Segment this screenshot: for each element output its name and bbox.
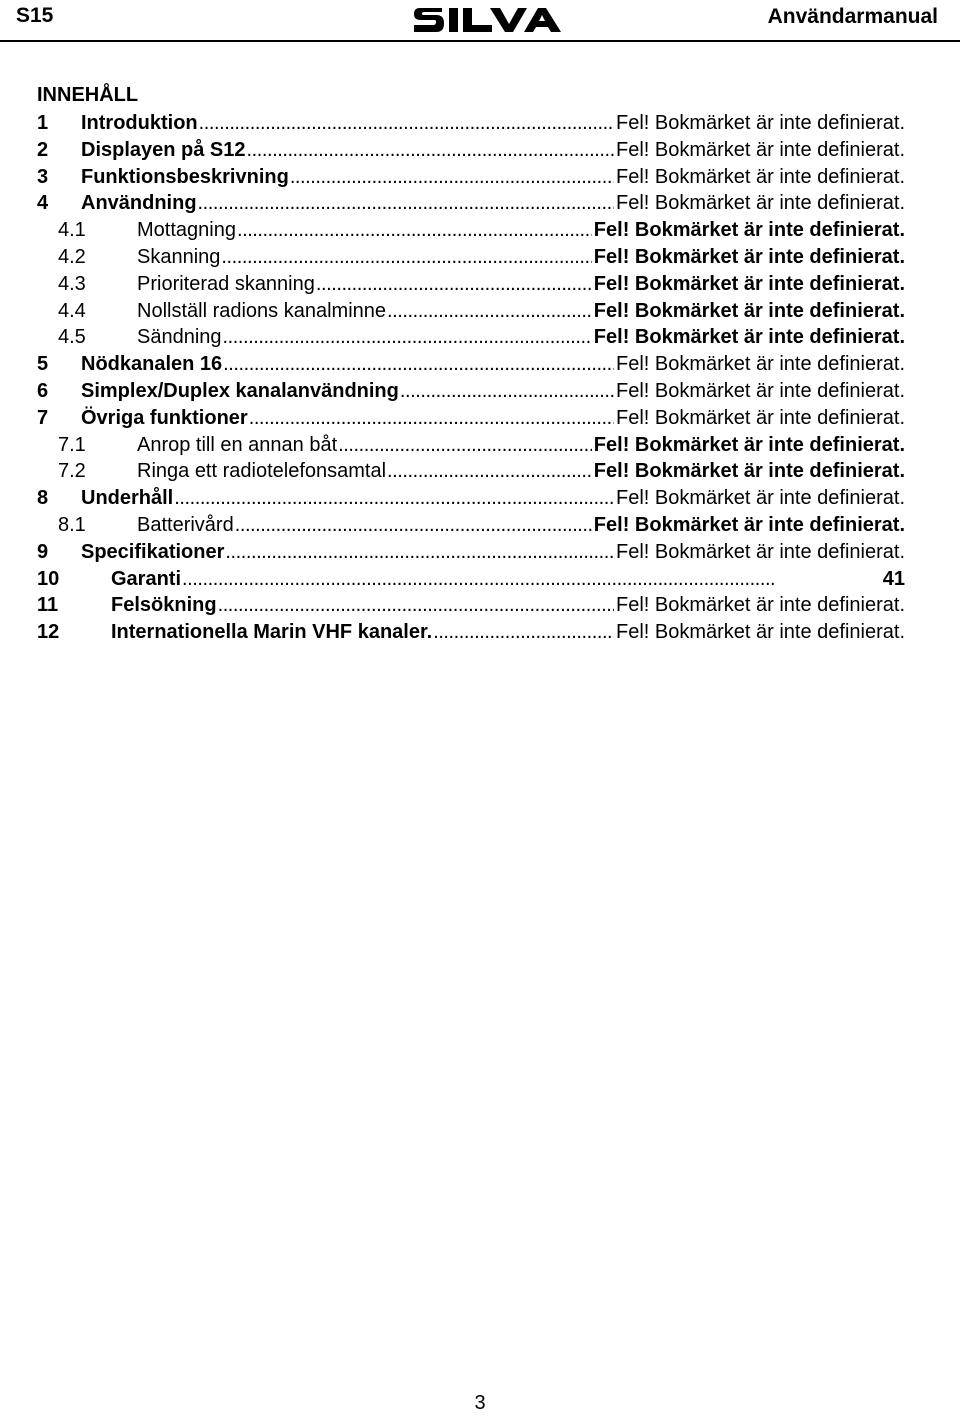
toc-entry[interactable] xyxy=(37,110,905,137)
toc-entry-line xyxy=(81,405,905,432)
toc-entry-page: 41 xyxy=(881,566,905,593)
toc-entry-line xyxy=(111,592,905,619)
toc-entry-page: Fel! Bokmärket är inte definierat. xyxy=(614,485,905,512)
toc-entry-page: Fel! Bokmärket är inte definierat. xyxy=(592,432,905,459)
header-rule xyxy=(0,40,960,42)
toc-entry-line xyxy=(81,351,905,378)
toc-entry[interactable] xyxy=(37,405,905,432)
toc-entry[interactable] xyxy=(37,512,905,539)
toc-entry-title: Introduktion xyxy=(81,110,199,137)
page-header xyxy=(0,0,960,40)
toc-entry-line xyxy=(81,378,905,405)
toc-entry-title: Nödkanalen 16 xyxy=(81,351,223,378)
toc-entry-title: Anrop till en annan båt xyxy=(137,432,338,459)
toc-entry-title: Övriga funktioner xyxy=(81,405,249,432)
toc-entry[interactable] xyxy=(37,164,905,191)
toc-entry-number: 4.4 xyxy=(58,299,86,322)
toc-entry[interactable] xyxy=(37,190,905,217)
toc-entry-line xyxy=(81,539,905,566)
toc-entry-title: Sändning xyxy=(137,324,223,351)
toc-entry-page: Fel! Bokmärket är inte definierat. xyxy=(592,458,905,485)
toc-entry[interactable] xyxy=(37,539,905,566)
toc-entry-page: Fel! Bokmärket är inte definierat. xyxy=(614,405,905,432)
toc-entry[interactable] xyxy=(37,298,905,325)
toc-entry-number: 11 xyxy=(37,594,59,617)
toc-entry-title: Funktionsbeskrivning xyxy=(81,164,290,191)
toc-entry-line xyxy=(111,566,905,593)
toc-entry-title: Ringa ett radiotelefonsamtal xyxy=(137,458,387,485)
toc-entry-page: Fel! Bokmärket är inte definierat. xyxy=(614,378,905,405)
toc-entry-line xyxy=(81,190,905,217)
toc-entry[interactable] xyxy=(37,271,905,298)
page-number: 3 xyxy=(474,1392,486,1414)
table-of-contents xyxy=(37,110,905,646)
toc-entry-page: Fel! Bokmärket är inte definierat. xyxy=(614,164,905,191)
toc-entry[interactable] xyxy=(37,619,905,646)
toc-entry-number: 3 xyxy=(37,165,49,188)
toc-entry-line xyxy=(137,432,905,459)
toc-entry-number: 8 xyxy=(37,487,49,510)
toc-entry-line xyxy=(81,137,905,164)
model-name: S15 xyxy=(16,4,54,27)
toc-entry-line xyxy=(81,164,905,191)
toc-entry-page: Fel! Bokmärket är inte definierat. xyxy=(614,619,905,646)
toc-entry-number: 6 xyxy=(37,379,49,402)
toc-entry-title: Garanti xyxy=(111,566,182,593)
toc-entry-title: Internationella Marin VHF kanaler. xyxy=(111,619,433,646)
toc-entry-page: Fel! Bokmärket är inte definierat. xyxy=(592,244,905,271)
toc-entry-page: Fel! Bokmärket är inte definierat. xyxy=(614,351,905,378)
toc-entry[interactable] xyxy=(37,566,905,593)
toc-entry-title: Batterivård xyxy=(137,512,235,539)
toc-heading: INNEHÅLL xyxy=(37,84,139,106)
toc-entry-title: Mottagning xyxy=(137,217,237,244)
toc-entry-title: Displayen på S12 xyxy=(81,137,247,164)
toc-entry-title: Specifikationer xyxy=(81,539,225,566)
toc-entry-title: Felsökning xyxy=(111,592,218,619)
toc-entry[interactable] xyxy=(37,432,905,459)
toc-entry-number: 4.2 xyxy=(58,245,86,268)
toc-entry-title: Simplex/Duplex kanalanvändning xyxy=(81,378,400,405)
toc-entry-page: Fel! Bokmärket är inte definierat. xyxy=(614,110,905,137)
toc-entry-number: 7.1 xyxy=(58,433,86,456)
toc-entry-number: 7.2 xyxy=(58,460,86,483)
toc-entry-page: Fel! Bokmärket är inte definierat. xyxy=(614,592,905,619)
toc-entry-page: Fel! Bokmärket är inte definierat. xyxy=(592,298,905,325)
toc-entry-title: Underhåll xyxy=(81,485,174,512)
toc-entry-number: 1 xyxy=(37,112,49,134)
toc-entry-page: Fel! Bokmärket är inte definierat. xyxy=(614,539,905,566)
toc-entry[interactable] xyxy=(37,137,905,164)
toc-entry-line xyxy=(137,324,905,351)
toc-entry-title: Nollställ radions kanalminne xyxy=(137,298,387,325)
toc-entry[interactable] xyxy=(37,592,905,619)
toc-entry[interactable] xyxy=(37,378,905,405)
toc-entry[interactable] xyxy=(37,458,905,485)
toc-entry-page: Fel! Bokmärket är inte definierat. xyxy=(592,324,905,351)
toc-entry-number: 12 xyxy=(37,621,60,644)
toc-entry-page: Fel! Bokmärket är inte definierat. xyxy=(614,190,905,217)
toc-entry-line xyxy=(137,298,905,325)
toc-entry-title: Användning xyxy=(81,190,198,217)
toc-entry-number: 4.1 xyxy=(58,219,86,242)
manual-title: Användarmanual xyxy=(767,5,938,28)
toc-entry[interactable] xyxy=(37,485,905,512)
toc-entry-number: 4.3 xyxy=(58,272,86,295)
toc-entry-title: Prioriterad skanning xyxy=(137,271,316,298)
toc-entry-line xyxy=(137,271,905,298)
toc-entry-number: 8.1 xyxy=(58,513,86,536)
toc-entry-line xyxy=(137,217,905,244)
toc-entry[interactable] xyxy=(37,351,905,378)
toc-entry-number: 4.5 xyxy=(58,326,86,349)
toc-entry[interactable] xyxy=(37,324,905,351)
toc-entry-number: 7 xyxy=(37,406,49,429)
toc-entry-number: 9 xyxy=(37,540,49,563)
toc-entry-title: Skanning xyxy=(137,244,221,271)
toc-entry-line xyxy=(81,485,905,512)
toc-entry-page: Fel! Bokmärket är inte definierat. xyxy=(592,512,905,539)
toc-entry-page: Fel! Bokmärket är inte definierat. xyxy=(592,217,905,244)
toc-entry-line xyxy=(137,458,905,485)
toc-entry-line xyxy=(81,110,905,137)
toc-entry-page: Fel! Bokmärket är inte definierat. xyxy=(592,271,905,298)
toc-entry[interactable] xyxy=(37,244,905,271)
toc-entry[interactable] xyxy=(37,217,905,244)
toc-entry-line xyxy=(137,244,905,271)
toc-entry-line xyxy=(111,619,905,646)
toc-entry-line xyxy=(137,512,905,539)
toc-entry-page: Fel! Bokmärket är inte definierat. xyxy=(614,137,905,164)
toc-entry-number: 2 xyxy=(37,138,49,161)
silva-logo xyxy=(412,2,564,38)
toc-entry-number: 10 xyxy=(37,567,60,590)
toc-entry-number: 5 xyxy=(37,353,49,376)
toc-entry-number: 4 xyxy=(37,192,49,215)
